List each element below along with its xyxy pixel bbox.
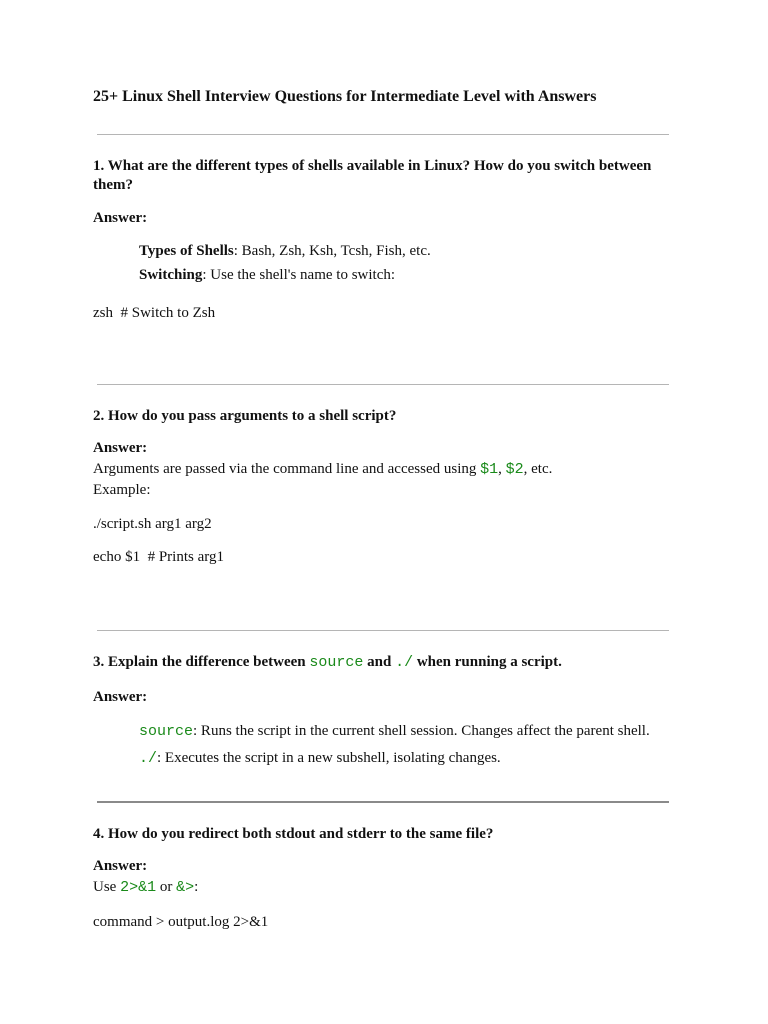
item-text: : Executes the script in a new subshell, isolating changes. bbox=[157, 750, 501, 766]
code-line: zsh # Switch to Zsh bbox=[93, 305, 216, 321]
question-1-line-1: 1. What are the different types of shells available in Linux? How do you switch between bbox=[93, 158, 652, 174]
question-1-line-2: them? bbox=[93, 177, 133, 193]
answer-text: , etc. bbox=[523, 461, 553, 477]
divider bbox=[97, 384, 669, 385]
code-line: command > output.log 2>&1 bbox=[93, 914, 269, 930]
document-title: 25+ Linux Shell Interview Questions for Intermediate Level with Answers bbox=[93, 88, 597, 105]
answer-3-item-2 bbox=[139, 750, 501, 767]
answer-text: , bbox=[498, 461, 506, 477]
divider bbox=[97, 801, 669, 803]
inline-code: $2 bbox=[505, 461, 524, 478]
answer-2-line-2: Example: bbox=[93, 482, 151, 498]
inline-code: ./ bbox=[139, 750, 158, 767]
answer-label: Answer: bbox=[93, 689, 148, 705]
inline-code: source bbox=[309, 654, 364, 671]
question-text: when running a script. bbox=[413, 654, 562, 670]
question-2: 2. How do you pass arguments to a shell script? bbox=[93, 408, 397, 424]
divider bbox=[97, 630, 669, 631]
answer-text: : bbox=[194, 879, 199, 895]
code-line: ./script.sh arg1 arg2 bbox=[93, 516, 212, 532]
inline-code: source bbox=[139, 723, 194, 740]
answer-label: Answer: bbox=[93, 858, 148, 874]
question-4: 4. How do you redirect both stdout and stderr to the same file? bbox=[93, 826, 494, 842]
answer-1-item-1 bbox=[139, 243, 431, 260]
code-line: echo $1 # Prints arg1 bbox=[93, 549, 224, 565]
item-text: : Use the shell's name to switch: bbox=[202, 267, 396, 283]
answer-4-line bbox=[93, 879, 198, 896]
answer-text: Arguments are passed via the command line and accessed using bbox=[93, 461, 481, 477]
answer-text: Use bbox=[93, 879, 121, 895]
answer-1-item-2 bbox=[139, 267, 395, 284]
inline-code: ./ bbox=[395, 654, 414, 671]
answer-label: Answer: bbox=[93, 440, 148, 456]
answer-text: or bbox=[156, 879, 177, 895]
question-text: and bbox=[363, 654, 396, 670]
item-label: Switching bbox=[139, 267, 203, 283]
inline-code: $1 bbox=[480, 461, 499, 478]
inline-code: 2>&1 bbox=[120, 879, 157, 896]
item-text: : Runs the script in the current shell session. Changes affect the parent shell. bbox=[193, 723, 650, 739]
item-label: Types of Shells bbox=[139, 243, 234, 259]
inline-code: &> bbox=[176, 879, 195, 896]
answer-label: Answer: bbox=[93, 210, 148, 226]
answer-3-item-1 bbox=[139, 723, 650, 740]
divider bbox=[97, 134, 669, 135]
question-3 bbox=[93, 653, 562, 672]
answer-2-line-1 bbox=[93, 461, 552, 478]
question-text: 3. Explain the difference between bbox=[93, 654, 310, 670]
item-text: : Bash, Zsh, Ksh, Tcsh, Fish, etc. bbox=[233, 243, 431, 259]
